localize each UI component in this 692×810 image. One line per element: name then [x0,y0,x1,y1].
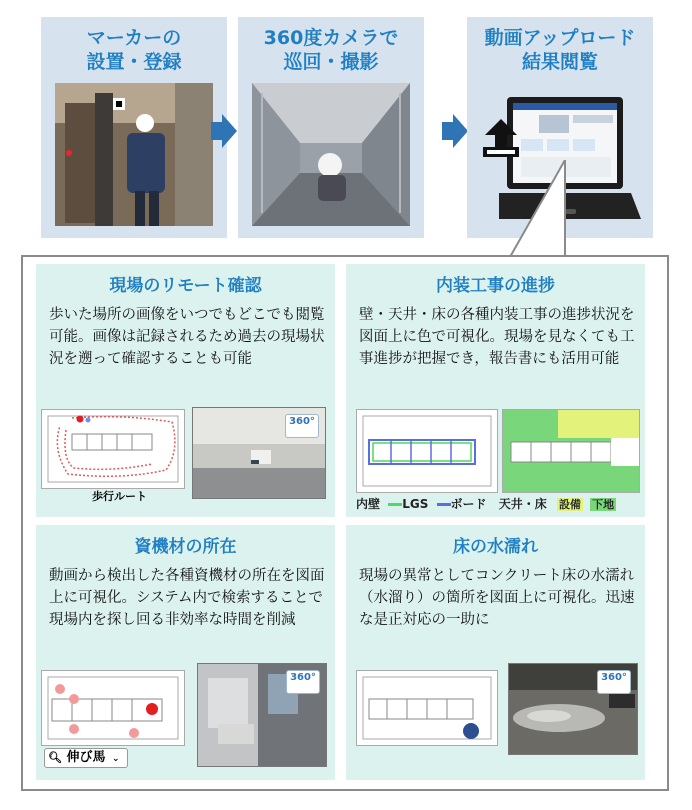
step-title-line1: 360度カメラで [263,27,399,49]
legend-lgs-swatch [388,503,402,506]
panel-description: 動画から検出した各種資機材の所在を図面上に可視化。システム内で検索することで現場内を探し回る非効率な時間を削減 [49,568,325,628]
ceiling-floor-plan [502,409,640,493]
features-container [21,255,669,791]
search-value: 伸び馬 [66,750,106,765]
panel-materials-location [36,525,335,780]
step-title-line1: マーカーの [86,27,182,49]
step-marker [41,17,227,238]
panorama-photo [192,407,326,499]
legend-board-swatch [437,503,451,506]
step-title-line2: 設置・登録 [86,51,182,73]
panel-description: 歩いた場所の画像をいつでもどこでも閲覧可能。画像は記録されるため過去の現場状況を遡って確認することも可能 [49,307,325,367]
panel-title: 現場のリモート確認 [109,276,262,296]
step-title-line2: 結果閲覧 [521,51,598,73]
water-plan [356,670,498,746]
route-label: 歩行ルート [92,490,147,503]
legend-board: ボード [450,497,487,511]
materials-plan [41,670,185,746]
legend-equipment: 設備 [558,498,581,511]
legend-base: 下地 [592,498,615,511]
legend-ceiling: 天井・床 [498,497,547,511]
floor-plan [41,409,185,489]
legend-wall: 内壁 [356,497,381,511]
panel-description: 現場の異常としてコンクリート床の水濡れ（水溜り）の箇所を図面上に可視化。迅速な是正対応の一助に [359,568,635,628]
panel-title: 床の水濡れ [453,537,538,557]
panel-remote-check [36,264,335,517]
panel-description: 壁・天井・床の各種内装工事の進捗状況を図面上に色で可視化。現場を見なくても工事進捗が把握でき，報告書にも活用可能 [359,307,635,367]
upload-icon [481,117,521,163]
step-camera [238,17,424,238]
camera-photo [252,83,410,226]
progress-legend [356,495,616,512]
chevron-down-icon: ⌄ [112,754,120,764]
marker-photo [55,83,213,226]
step-title [467,26,653,74]
360-icon: 360° [285,414,319,438]
360-icon: 360° [597,670,631,694]
panel-interior-progress [346,264,645,517]
step-title [41,26,227,74]
legend-lgs: LGS [402,497,429,511]
materials-photo [197,663,327,767]
step-title-line1: 動画アップロード [484,27,636,49]
callout-pointer [470,160,590,260]
wall-progress-plan [356,409,498,493]
panel-floor-water [346,525,645,780]
search-box[interactable] [44,748,128,768]
panel-title: 資機材の所在 [134,537,237,557]
360-icon: 360° [286,670,320,694]
water-photo [508,663,638,755]
step-title-line2: 巡回・撮影 [283,51,379,73]
search-icon: 🔍︎ [48,751,62,764]
step-title [238,26,424,74]
panel-title: 内装工事の進捗 [436,276,555,296]
